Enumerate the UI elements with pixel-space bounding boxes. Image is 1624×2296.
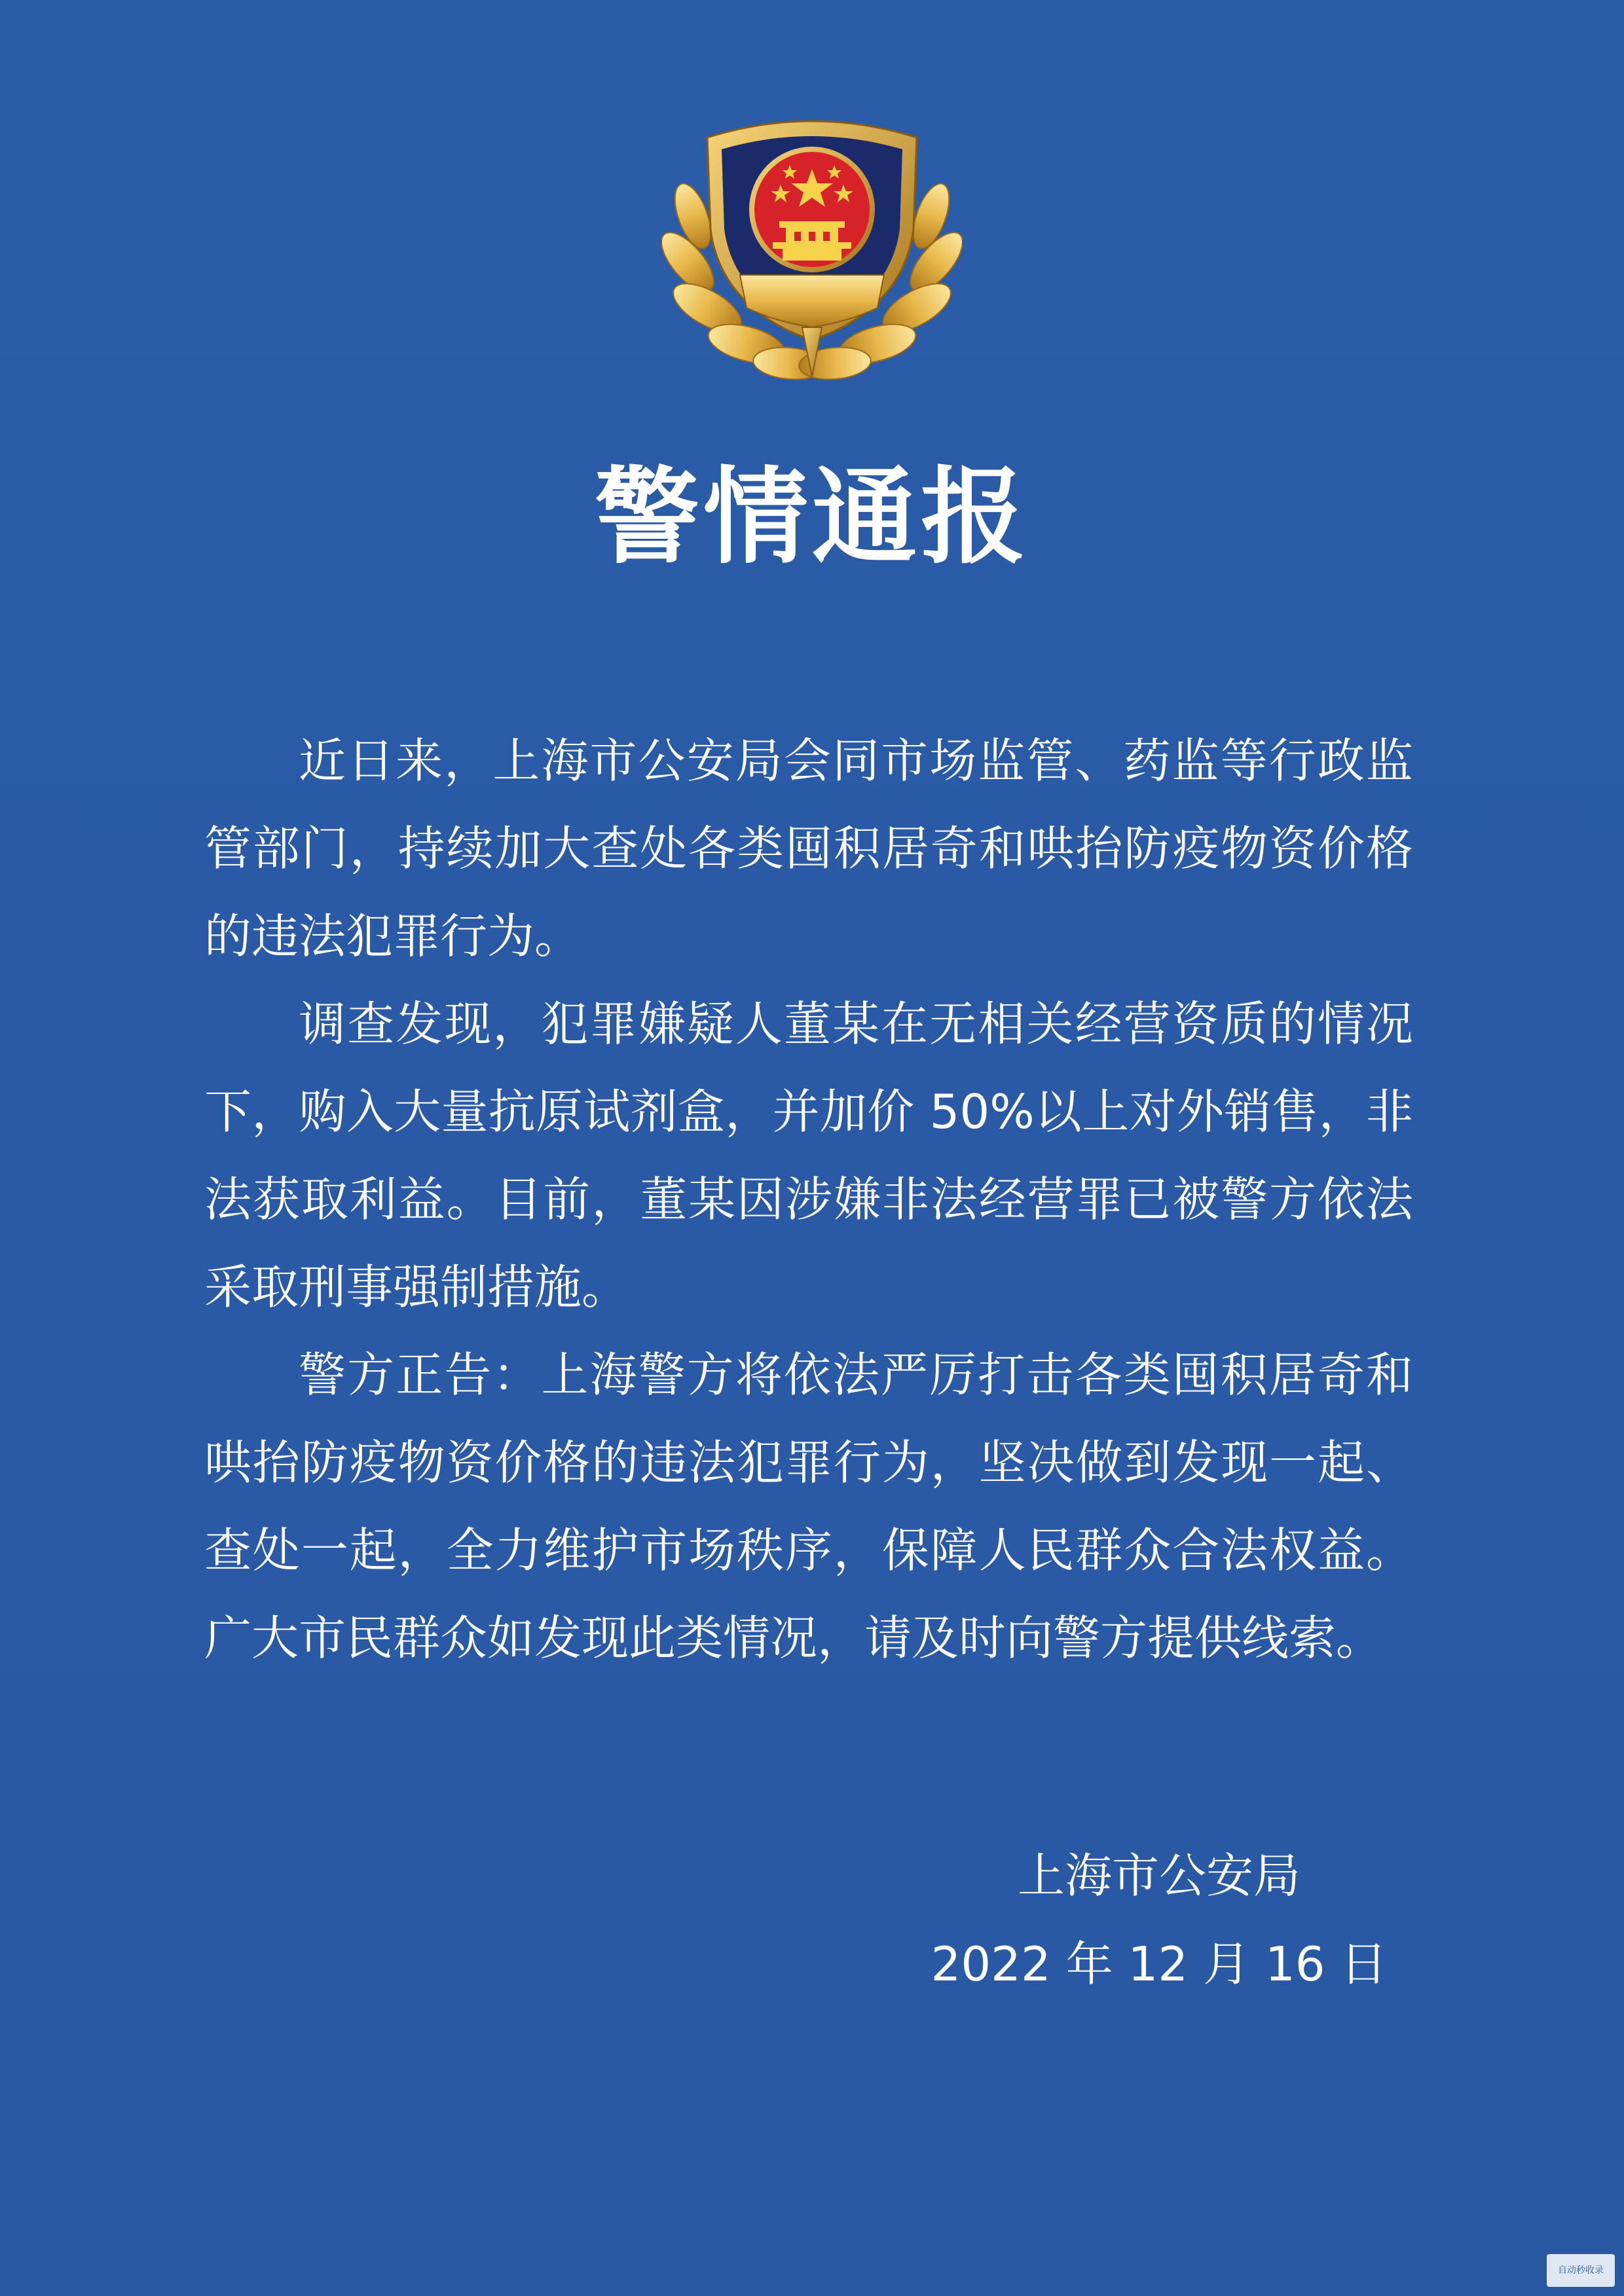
paragraph: 调查发现，犯罪嫌疑人董某在无相关经营资质的情况下，购入大量抗原试剂盒，并加价 50%以上对外销售，非法获取利益。目前，董某因涉嫌非法经营罪已被警方依法采取刑事强制措施。 <box>204 996 1413 1315</box>
page-title: 警情通报 <box>594 456 1029 578</box>
watermark-badge: 自动秒收录 <box>1547 2254 1615 2287</box>
signature-organization: 上海市公安局 <box>1017 1848 1301 1903</box>
police-emblem-icon <box>661 111 963 393</box>
paragraph: 近日来，上海市公安局会同市场监管、药监等行政监管部门，持续加大查处各类囤积居奇和哄抬防疫物资价格的违法犯罪行为。 <box>204 733 1413 964</box>
signature-date: 2022 年 12 月 16 日 <box>931 1937 1388 1992</box>
notice-body <box>204 717 1413 1682</box>
paragraph: 警方正告：上海警方将依法严厉打击各类囤积居奇和哄抬防疫物资价格的违法犯罪行为，坚决做到发现一起、查处一起，全力维护市场秩序，保障人民群众合法权益。广大市民群众如发现此类情况，请及时向警方提供线索。 <box>204 1347 1413 1666</box>
